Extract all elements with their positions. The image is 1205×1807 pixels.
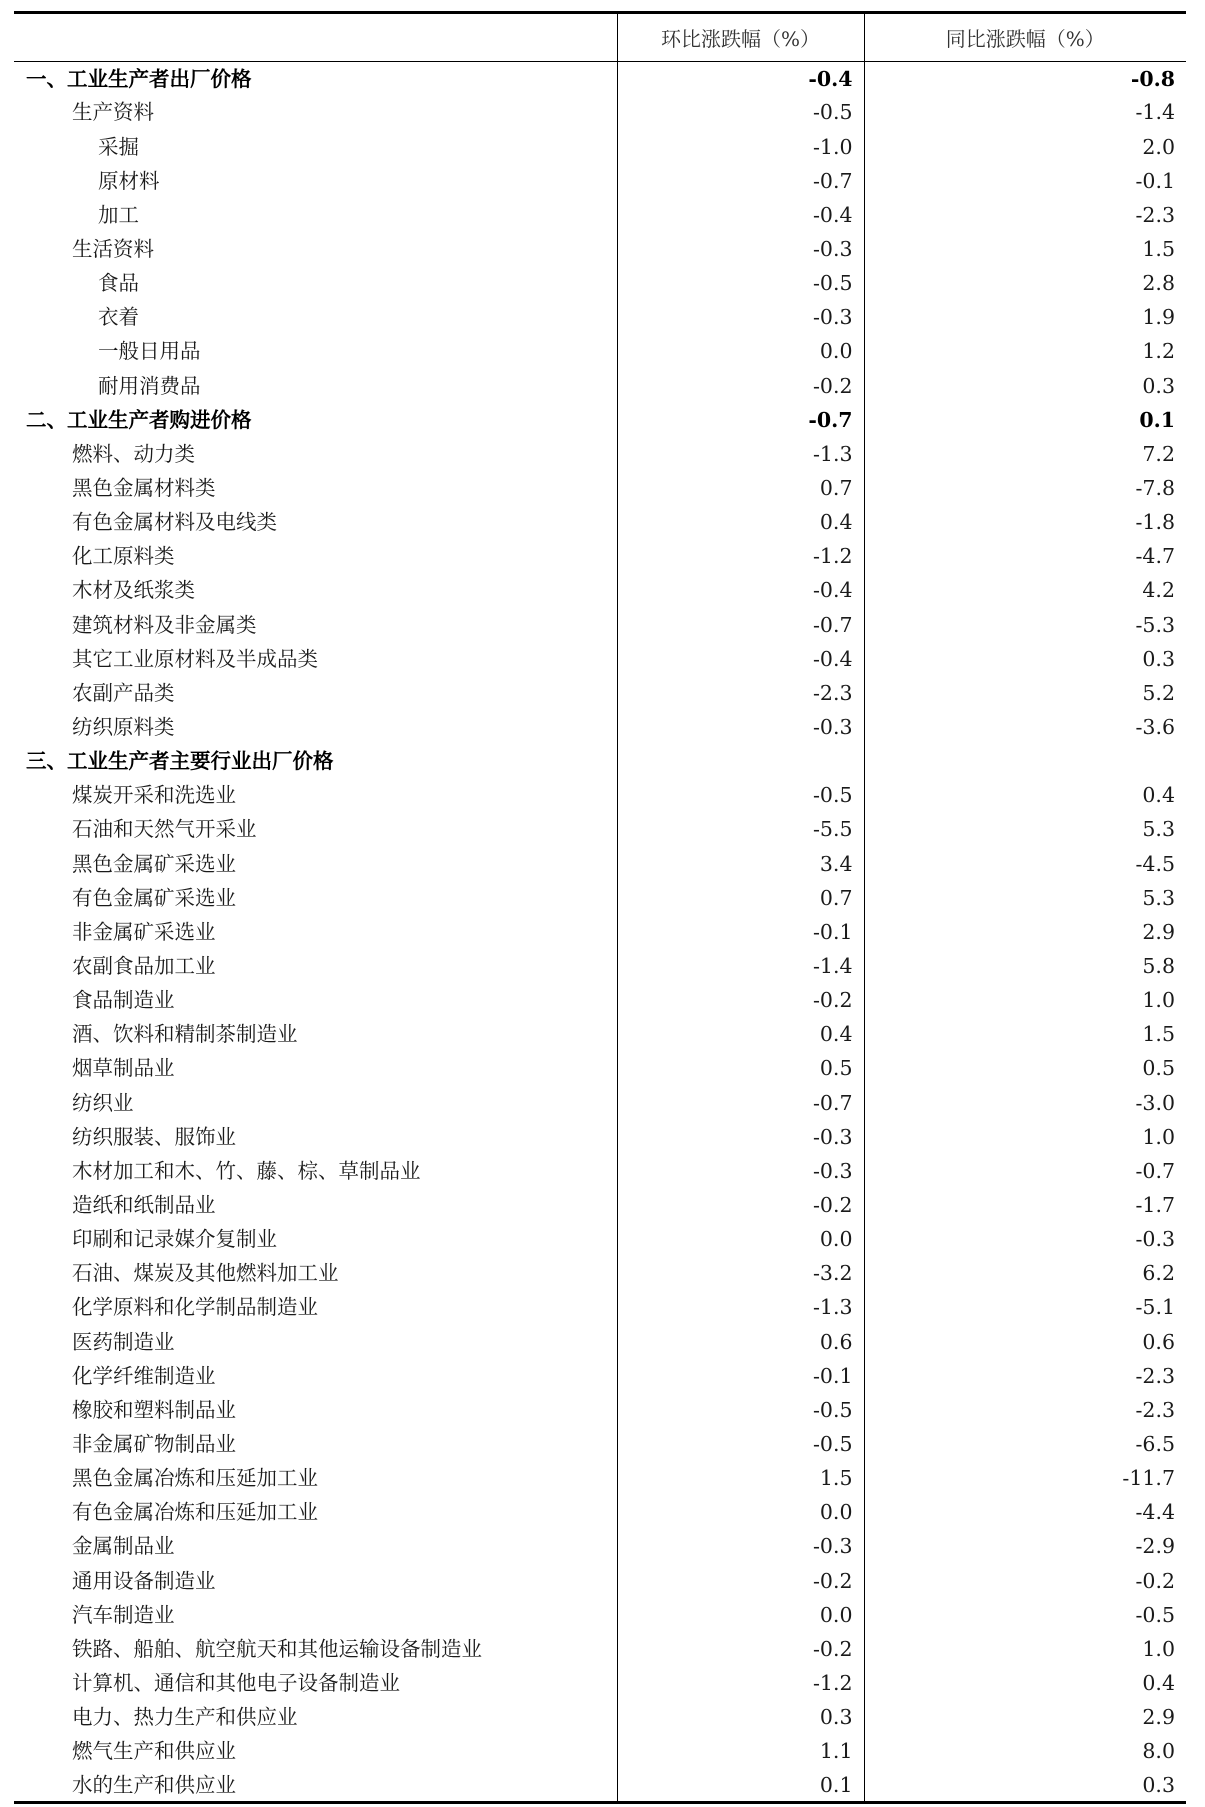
row-label: 耐用消费品 [98, 373, 201, 398]
year-on-year-value: 5.3 [1142, 885, 1175, 910]
month-on-month-value: -0.4 [617, 574, 864, 608]
year-on-year-value: -1.8 [1135, 510, 1175, 535]
year-on-year-value: 0.5 [1142, 1056, 1175, 1081]
year-on-year-value: 5.3 [1142, 817, 1175, 842]
year-on-year-value: -4.4 [1135, 1500, 1175, 1525]
year-on-year-value: 0.3 [1142, 373, 1175, 398]
month-on-month-value: -2.3 [617, 676, 864, 710]
year-on-year-value: 7.2 [1142, 441, 1175, 466]
row-label: 木材加工和木、竹、藤、棕、草制品业 [72, 1158, 421, 1183]
row-label: 燃料、动力类 [72, 441, 195, 466]
row-label: 二、工业生产者购进价格 [26, 407, 252, 432]
month-on-month-value: -0.1 [617, 1359, 864, 1393]
row-label: 煤炭开采和洗选业 [72, 783, 236, 808]
price-index-table-container [14, 11, 1186, 1804]
row-label: 石油、煤炭及其他燃料加工业 [72, 1261, 339, 1286]
year-on-year-value: 6.2 [1142, 1261, 1175, 1286]
table-row [14, 710, 1186, 744]
year-on-year-value: -11.7 [1122, 1466, 1175, 1491]
month-on-month-value: 0.4 [617, 1017, 864, 1051]
month-on-month-value: 0.0 [617, 1495, 864, 1529]
month-on-month-value: -0.5 [617, 778, 864, 812]
row-label: 化学原料和化学制品制造业 [72, 1295, 318, 1320]
year-on-year-value: 1.5 [1142, 237, 1175, 262]
year-on-year-value: 4.2 [1142, 578, 1175, 603]
year-on-year-value: -7.8 [1135, 476, 1175, 500]
year-on-year-value: -3.6 [1135, 714, 1175, 739]
row-label: 其它工业原材料及半成品类 [72, 646, 318, 671]
month-on-month-value: 0.0 [617, 1598, 864, 1632]
table-row [14, 300, 1186, 334]
month-on-month-value: -0.3 [617, 1530, 864, 1564]
table-row [14, 1325, 1186, 1359]
year-on-year-value: -4.5 [1135, 851, 1175, 876]
table-row [14, 1769, 1186, 1803]
year-on-year-value: 1.0 [1142, 988, 1175, 1013]
row-label: 印刷和记录媒介复制业 [72, 1227, 277, 1252]
year-on-year-value: -5.3 [1135, 612, 1175, 637]
row-label: 有色金属矿采选业 [72, 885, 236, 910]
table-row [14, 1120, 1186, 1154]
row-label: 黑色金属材料类 [72, 476, 216, 500]
row-label: 金属制品业 [72, 1534, 175, 1559]
row-label: 建筑材料及非金属类 [72, 612, 257, 637]
month-on-month-value: -1.2 [617, 539, 864, 573]
table-row [14, 1530, 1186, 1564]
year-on-year-value: 1.9 [1142, 305, 1175, 330]
month-on-month-value: -3.2 [617, 1256, 864, 1290]
month-on-month-value: 1.1 [617, 1734, 864, 1768]
row-label: 计算机、通信和其他电子设备制造业 [72, 1670, 400, 1695]
month-on-month-value: -0.3 [617, 1154, 864, 1188]
row-label: 造纸和纸制品业 [72, 1192, 216, 1217]
table-row [14, 1256, 1186, 1290]
section-row [14, 403, 1186, 437]
table-row [14, 949, 1186, 983]
row-label: 木材及纸浆类 [72, 578, 195, 603]
year-on-year-value: 0.4 [1142, 783, 1175, 808]
month-on-month-value: -0.7 [617, 403, 864, 437]
row-label: 通用设备制造业 [72, 1568, 216, 1593]
table-row [14, 1427, 1186, 1461]
month-on-month-value: -0.3 [617, 1120, 864, 1154]
header-row [14, 13, 1186, 62]
month-on-month-value: -1.0 [617, 130, 864, 164]
header-year-on-year: 同比涨跌幅（%） [864, 13, 1186, 62]
table-row [14, 130, 1186, 164]
year-on-year-value: -0.1 [1135, 168, 1175, 193]
row-label: 一、工业生产者出厂价格 [26, 66, 252, 91]
year-on-year-value: 0.4 [1142, 1670, 1175, 1695]
table-row [14, 881, 1186, 915]
row-label: 有色金属材料及电线类 [72, 510, 277, 535]
table-row [14, 1632, 1186, 1666]
year-on-year-value: -4.7 [1135, 544, 1175, 569]
table-row [14, 1052, 1186, 1086]
month-on-month-value [617, 744, 864, 778]
table-row [14, 164, 1186, 198]
year-on-year-value: 8.0 [1142, 1739, 1175, 1764]
month-on-month-value: -0.7 [617, 164, 864, 198]
month-on-month-value: 0.7 [617, 881, 864, 915]
row-label: 衣着 [98, 305, 139, 330]
row-label: 农副产品类 [72, 680, 175, 705]
table-row [14, 1222, 1186, 1256]
table-row [14, 1188, 1186, 1222]
header-item [14, 13, 617, 62]
month-on-month-value: -0.3 [617, 710, 864, 744]
month-on-month-value: -1.4 [617, 949, 864, 983]
row-label: 非金属矿采选业 [72, 919, 216, 944]
row-label: 燃气生产和供应业 [72, 1739, 236, 1764]
row-label: 水的生产和供应业 [14, 1769, 617, 1803]
row-label: 橡胶和塑料制品业 [72, 1397, 236, 1422]
section-row [14, 62, 1186, 96]
table-body [14, 62, 1186, 1803]
table-row [14, 1086, 1186, 1120]
month-on-month-value: -0.7 [617, 608, 864, 642]
row-label: 加工 [98, 202, 139, 227]
month-on-month-value: -0.5 [617, 96, 864, 130]
month-on-month-value: -1.3 [617, 1291, 864, 1325]
table-row [14, 1291, 1186, 1325]
section-row [14, 744, 1186, 778]
month-on-month-value: 0.0 [617, 1222, 864, 1256]
row-label: 石油和天然气开采业 [72, 817, 257, 842]
year-on-year-value: 1.0 [1142, 1636, 1175, 1661]
year-on-year-value: 0.1 [1139, 407, 1175, 432]
month-on-month-value: -0.2 [617, 1564, 864, 1598]
table-row [14, 232, 1186, 266]
header-month-on-month: 环比涨跌幅（%） [617, 13, 864, 62]
row-label: 黑色金属冶炼和压延加工业 [72, 1466, 318, 1491]
table-row [14, 915, 1186, 949]
table-row [14, 813, 1186, 847]
month-on-month-value: -0.2 [617, 983, 864, 1017]
row-label: 农副食品加工业 [72, 953, 216, 978]
table-row [14, 437, 1186, 471]
table-row [14, 1734, 1186, 1768]
year-on-year-value: -6.5 [1135, 1431, 1175, 1456]
year-on-year-value [864, 744, 1186, 778]
table-row [14, 1461, 1186, 1495]
year-on-year-value: 1.5 [1142, 1022, 1175, 1047]
row-label: 非金属矿物制品业 [72, 1431, 236, 1456]
table-header [14, 13, 1186, 62]
table-row [14, 847, 1186, 881]
table-row [14, 266, 1186, 300]
month-on-month-value: -5.5 [617, 813, 864, 847]
row-label: 纺织原料类 [72, 714, 175, 739]
table-row [14, 198, 1186, 232]
table-row [14, 335, 1186, 369]
row-label: 黑色金属矿采选业 [72, 851, 236, 876]
month-on-month-value: -0.2 [617, 1188, 864, 1222]
row-label: 一般日用品 [98, 339, 201, 364]
row-label: 有色金属冶炼和压延加工业 [72, 1500, 318, 1525]
table-row [14, 505, 1186, 539]
month-on-month-value: -0.5 [617, 266, 864, 300]
year-on-year-value: -1.7 [1135, 1192, 1175, 1217]
month-on-month-value: 0.4 [617, 505, 864, 539]
table-row [14, 539, 1186, 573]
month-on-month-value: -0.5 [617, 1393, 864, 1427]
row-label: 食品 [98, 271, 139, 296]
month-on-month-value: 0.1 [617, 1769, 864, 1803]
table-row [14, 608, 1186, 642]
month-on-month-value: -1.3 [617, 437, 864, 471]
row-label: 酒、饮料和精制茶制造业 [72, 1022, 298, 1047]
table-row [14, 1154, 1186, 1188]
year-on-year-value: 5.2 [1142, 680, 1175, 705]
month-on-month-value: -0.2 [617, 1632, 864, 1666]
year-on-year-value: -2.9 [1135, 1534, 1175, 1559]
year-on-year-value: -0.8 [1130, 66, 1175, 91]
row-label: 烟草制品业 [72, 1056, 175, 1081]
row-label: 铁路、船舶、航空航天和其他运输设备制造业 [72, 1636, 482, 1661]
month-on-month-value: -1.2 [617, 1666, 864, 1700]
row-label: 电力、热力生产和供应业 [72, 1705, 298, 1730]
row-label: 三、工业生产者主要行业出厂价格 [26, 749, 334, 774]
row-label: 生活资料 [72, 237, 154, 262]
month-on-month-value: 1.5 [617, 1461, 864, 1495]
year-on-year-value: 2.8 [1142, 271, 1175, 296]
row-label: 生产资料 [72, 100, 154, 125]
year-on-year-value: -3.0 [1135, 1090, 1175, 1115]
year-on-year-value: -2.3 [1135, 1397, 1175, 1422]
year-on-year-value: 0.6 [1142, 1329, 1175, 1354]
month-on-month-value: -0.3 [617, 232, 864, 266]
row-label: 纺织业 [72, 1090, 134, 1115]
month-on-month-value: -0.7 [617, 1086, 864, 1120]
table-row [14, 642, 1186, 676]
month-on-month-value: 3.4 [617, 847, 864, 881]
row-label: 原材料 [98, 168, 160, 193]
month-on-month-value: -0.4 [617, 642, 864, 676]
month-on-month-value: -0.5 [617, 1427, 864, 1461]
month-on-month-value: -0.1 [617, 915, 864, 949]
month-on-month-value: 0.7 [617, 471, 864, 505]
year-on-year-value: 0.3 [1142, 646, 1175, 671]
year-on-year-value: 2.0 [1142, 134, 1175, 159]
month-on-month-value: -0.2 [617, 369, 864, 403]
table-row [14, 369, 1186, 403]
year-on-year-value: 2.9 [1142, 1705, 1175, 1730]
table-row [14, 1017, 1186, 1051]
month-on-month-value: 0.5 [617, 1052, 864, 1086]
table-row [14, 574, 1186, 608]
row-label: 汽车制造业 [72, 1602, 175, 1627]
year-on-year-value: 2.9 [1142, 919, 1175, 944]
month-on-month-value: -0.3 [617, 300, 864, 334]
row-label: 医药制造业 [72, 1329, 175, 1354]
row-label: 食品制造业 [72, 988, 175, 1013]
table-row [14, 778, 1186, 812]
month-on-month-value: 0.3 [617, 1700, 864, 1734]
year-on-year-value: -2.3 [1135, 1363, 1175, 1388]
year-on-year-value: -0.3 [1135, 1227, 1175, 1252]
table-row [14, 471, 1186, 505]
year-on-year-value: 5.8 [1142, 953, 1175, 978]
table-row [14, 1666, 1186, 1700]
year-on-year-value: -1.4 [1135, 100, 1175, 125]
table-row [14, 1495, 1186, 1529]
month-on-month-value: -0.4 [617, 62, 864, 96]
table-row [14, 1564, 1186, 1598]
year-on-year-value: -2.3 [1135, 202, 1175, 227]
year-on-year-value: -0.5 [1135, 1602, 1175, 1627]
table-row [14, 1393, 1186, 1427]
year-on-year-value: -0.2 [1135, 1568, 1175, 1593]
month-on-month-value: 0.0 [617, 335, 864, 369]
table-row [14, 1359, 1186, 1393]
table-row [14, 96, 1186, 130]
table-row [14, 983, 1186, 1017]
row-label: 化学纤维制造业 [72, 1363, 216, 1388]
table-row [14, 1598, 1186, 1632]
year-on-year-value: -0.7 [1135, 1158, 1175, 1183]
table-row [14, 1700, 1186, 1734]
row-label: 化工原料类 [72, 544, 175, 569]
row-label: 采掘 [98, 134, 139, 159]
month-on-month-value: -0.4 [617, 198, 864, 232]
month-on-month-value: 0.6 [617, 1325, 864, 1359]
row-label: 纺织服装、服饰业 [72, 1124, 236, 1149]
price-index-table [14, 11, 1186, 1804]
year-on-year-value: -5.1 [1135, 1295, 1175, 1320]
table-row [14, 676, 1186, 710]
year-on-year-value: 0.3 [864, 1769, 1186, 1803]
year-on-year-value: 1.2 [1142, 339, 1175, 364]
year-on-year-value: 1.0 [1142, 1124, 1175, 1149]
